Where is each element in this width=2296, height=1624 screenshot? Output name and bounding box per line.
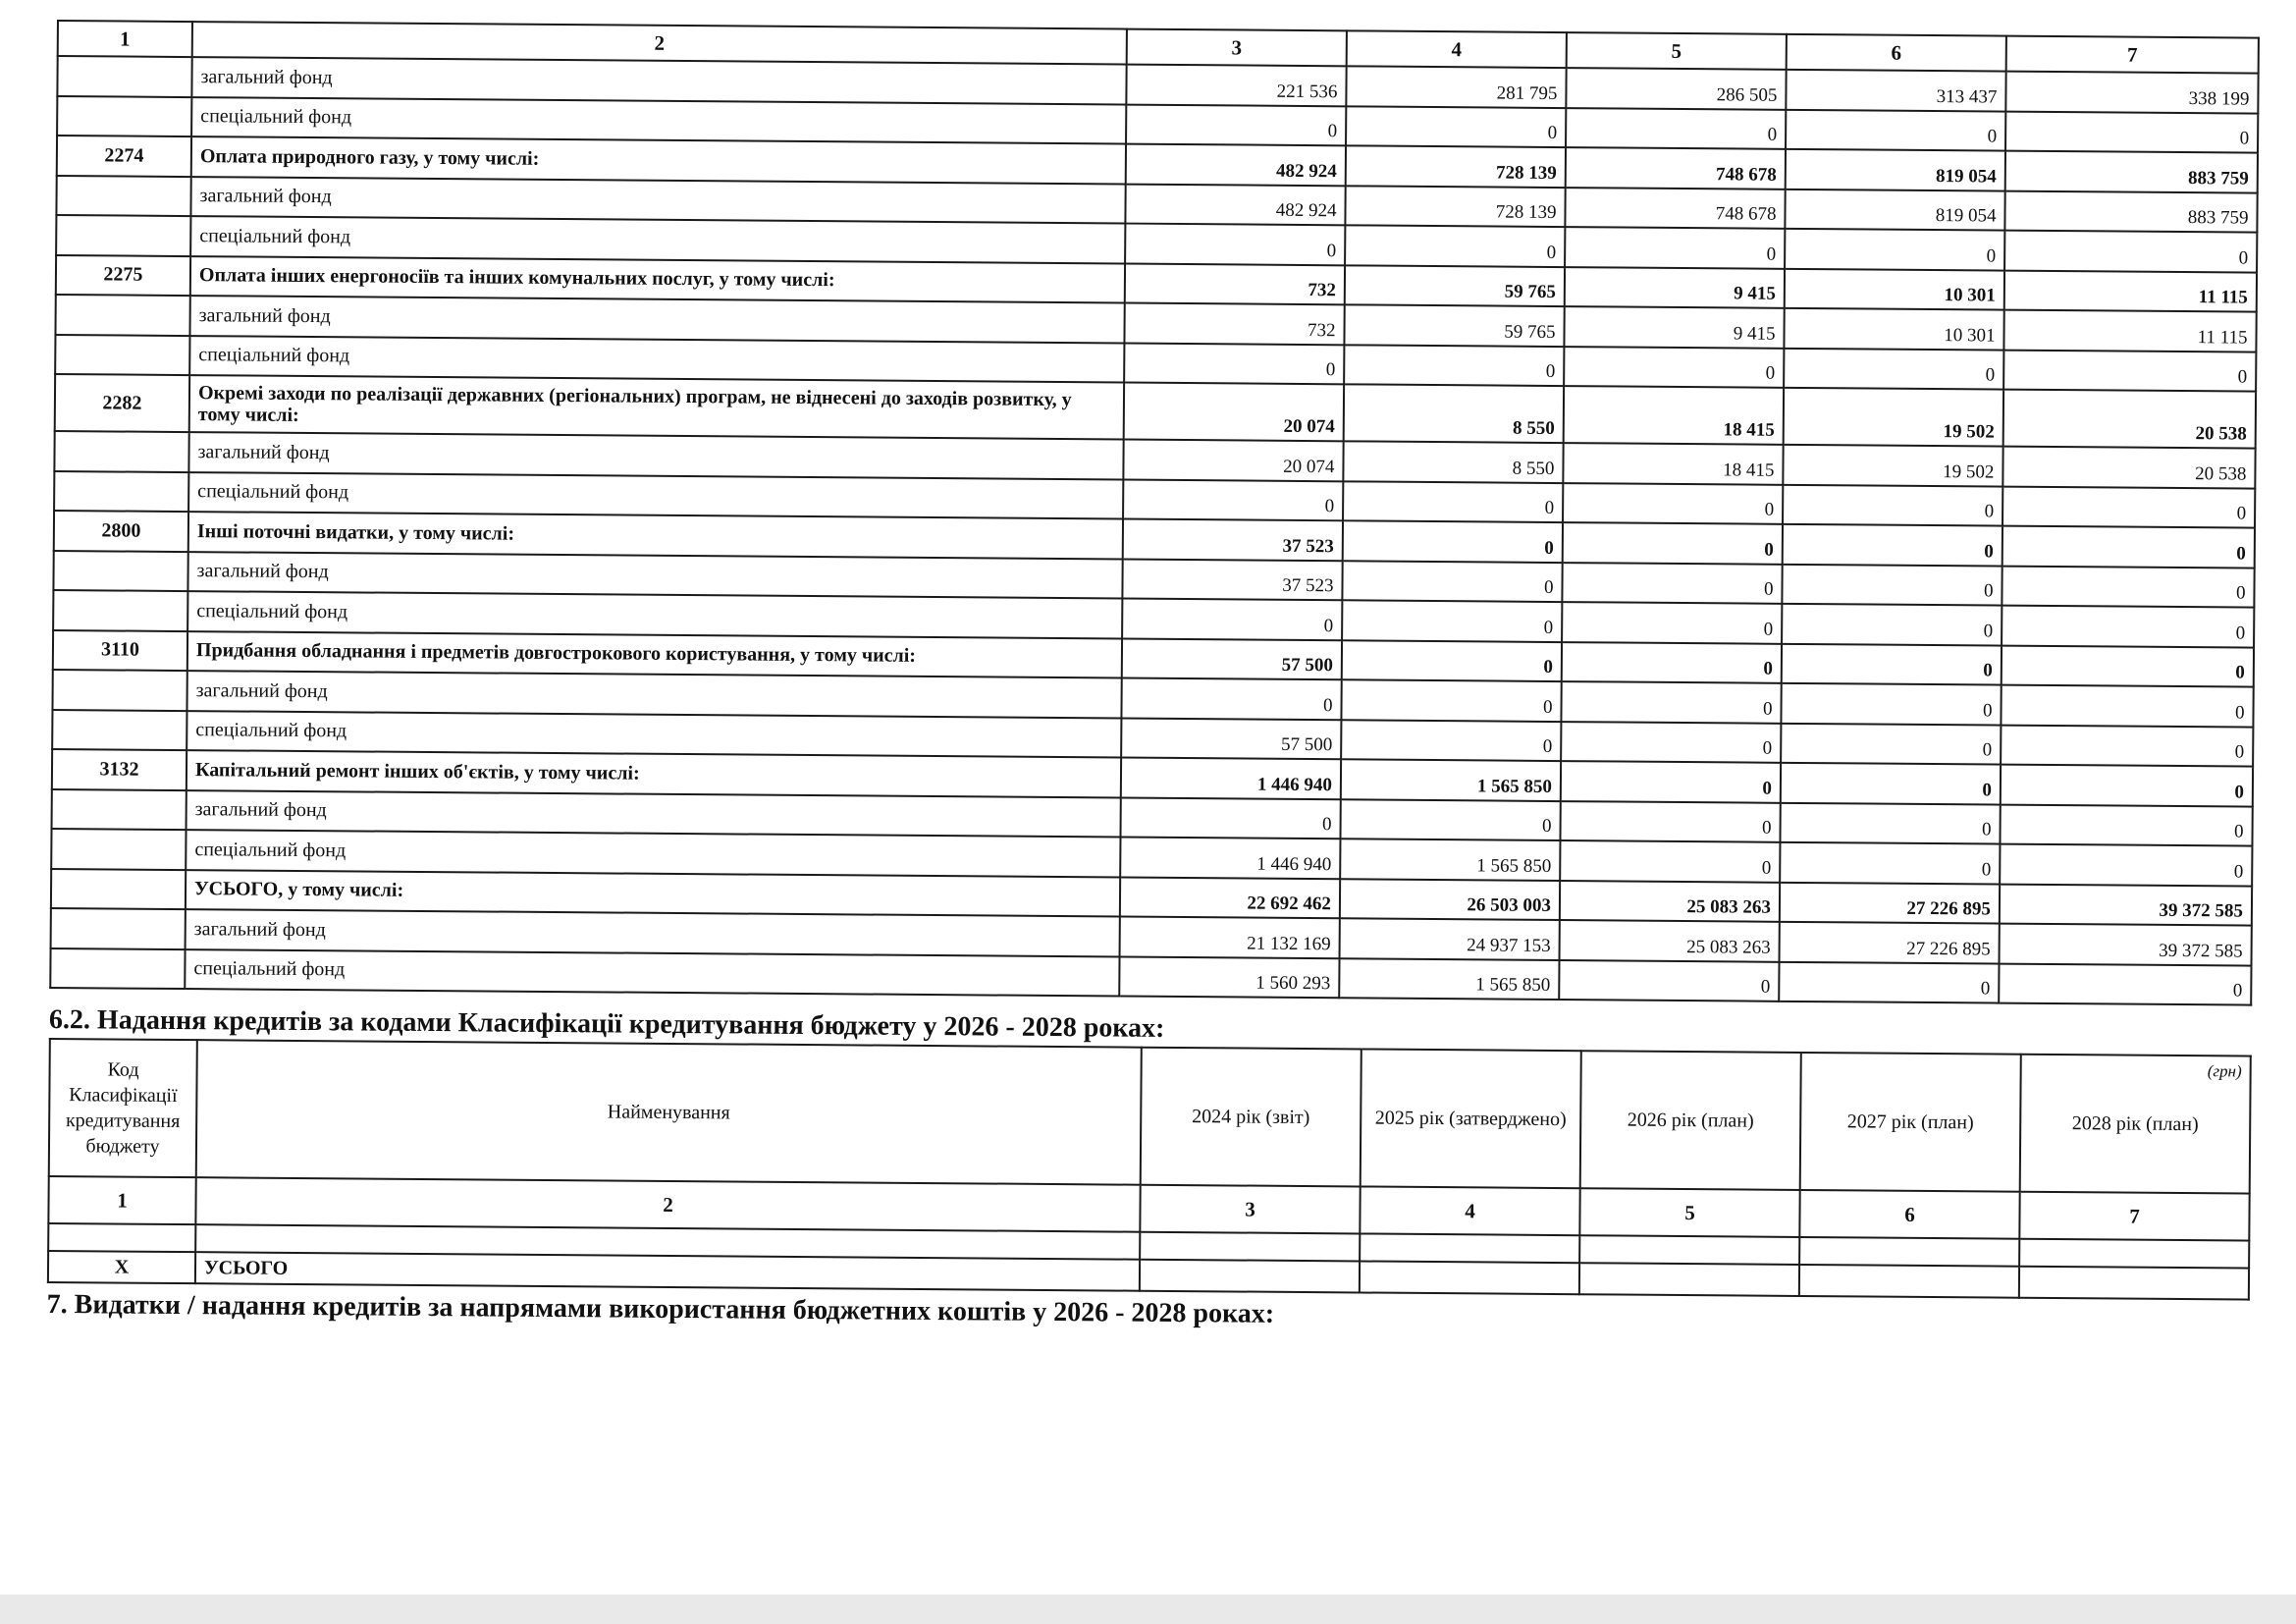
kekv-code-cell [52,788,187,830]
amount-cell-col-3: 482 924 [1125,184,1345,225]
amount-cell-col-6: 0 [1782,564,2002,605]
amount-cell-col-7: 0 [2002,566,2254,608]
item-name-cell: загальний фонд [187,552,1122,599]
amount-cell-col-4: 0 [1344,345,1564,386]
empty-cell [48,1223,195,1252]
amount-cell-col-3: 0 [1120,797,1340,839]
kekv-code-cell: 2274 [57,135,191,177]
kekv-code-cell: 2282 [55,374,189,432]
amount-cell-col-3: 20 074 [1123,440,1343,481]
column-number: 2 [192,22,1127,64]
amount-cell-col-4: 59 765 [1345,265,1565,306]
empty-cell [1140,1260,1360,1293]
amount-cell-col-4: 0 [1345,225,1565,266]
column-number: 3 [1127,29,1347,67]
kekv-code-cell [54,431,188,472]
kekv-code-cell: 2800 [54,511,188,552]
header-2028-label: 2028 рік (план) [2071,1112,2199,1136]
column-number: 4 [1347,30,1567,68]
empty-cell [1140,1232,1360,1262]
amount-cell-col-4: 1 565 850 [1339,958,1559,1000]
kekv-code-cell [53,550,187,591]
kekv-code-cell [55,295,189,336]
amount-cell-col-4: 8 550 [1344,384,1564,443]
amount-cell-col-6: 0 [1786,109,2005,150]
amount-cell-col-4: 0 [1346,106,1566,147]
amount-cell-col-6: 0 [1781,763,2001,804]
amount-cell-col-7: 0 [2002,486,2255,528]
credit-table-header [49,1039,2251,1194]
amount-cell-col-5: 25 083 263 [1560,920,1780,961]
amount-cell-col-3: 37 523 [1122,559,1342,600]
kekv-code-cell: 2275 [56,255,190,297]
kekv-code-cell [54,470,188,512]
header-2027: 2027 рік (план) [1800,1053,2021,1192]
item-name-cell: спеціальний фонд [187,711,1121,758]
item-name-cell: спеціальний фонд [186,830,1120,877]
item-name-cell: загальний фонд [187,671,1121,718]
amount-cell-col-6: 819 054 [1785,189,2004,230]
amount-cell-col-5: 0 [1562,602,1782,643]
amount-cell-col-7: 0 [2000,844,2252,887]
amount-cell-col-6: 0 [1780,802,2000,843]
amount-cell-col-5: 0 [1562,563,1782,604]
amount-cell-col-5: 9 415 [1565,267,1785,308]
amount-cell-col-7: 20 538 [2002,447,2255,489]
amount-cell-col-6: 0 [1783,524,2002,566]
amount-cell-col-6: 0 [1782,643,2002,684]
kekv-code-cell [56,176,190,217]
amount-cell-col-3: 732 [1125,263,1345,304]
amount-cell-col-3: 1 446 940 [1120,838,1340,879]
kekv-code-cell [57,56,191,97]
amount-cell-col-3: 221 536 [1126,65,1346,106]
item-name-cell: загальний фонд [189,296,1124,343]
total-label: УСЬОГО [195,1252,1140,1291]
amount-cell-col-5: 748 678 [1565,188,1785,229]
expenditure-table [49,20,2260,1006]
amount-cell-col-3: 482 924 [1126,144,1346,186]
amount-cell-col-6: 0 [1780,842,2000,884]
kekv-code-cell [57,96,191,137]
header-name: Найменування [196,1040,1142,1185]
amount-cell-col-5: 0 [1563,522,1783,564]
amount-cell-col-3: 21 132 169 [1120,917,1340,958]
header-code: Код Класифікації кредитування бюджету [49,1039,197,1177]
amount-cell-col-7: 0 [2000,804,2252,846]
amount-cell-col-4: 0 [1342,640,1562,681]
amount-cell-col-6: 19 502 [1783,445,2002,486]
empty-cell [2019,1239,2249,1269]
amount-cell-col-5: 0 [1561,761,1781,802]
item-name-cell: спеціальний фонд [191,97,1126,144]
amount-cell-col-5: 748 678 [1566,147,1786,189]
amount-cell-col-4: 0 [1343,520,1563,562]
section-6-2-title: 6.2. Надання кредитів за кодами Класифікації кредитування бюджету у 2026 - 2028 роках: [48,1003,1165,1044]
column-number: 1 [48,1176,195,1224]
item-name-cell: спеціальний фонд [188,472,1123,519]
amount-cell-col-6: 0 [1779,961,1999,1002]
item-name-cell: Окремі заходи по реалізації державних (регіональних) програм, не віднесені до заходів розвитку, у тому числі: [189,375,1124,439]
amount-cell-col-3: 1 446 940 [1121,758,1341,799]
item-name-cell: спеціальний фонд [185,949,1119,997]
amount-cell-col-6: 27 226 895 [1780,922,2000,963]
amount-cell-col-4: 0 [1342,600,1562,641]
item-name-cell: загальний фонд [188,432,1123,479]
amount-cell-col-4: 281 795 [1346,66,1566,107]
item-name-cell: Капітальний ремонт інших об'єктів, у тому числі: [187,750,1121,797]
amount-cell-col-6: 10 301 [1785,268,2004,309]
amount-cell-col-4: 0 [1341,679,1561,721]
amount-cell-col-4: 1 565 850 [1340,839,1560,880]
amount-cell-col-4: 0 [1343,481,1563,522]
amount-cell-col-7: 0 [2002,645,2254,687]
amount-cell-col-4: 59 765 [1344,304,1564,346]
header-2025: 2025 рік (затверджено) [1361,1049,1581,1188]
empty-cell [1360,1261,1579,1294]
amount-cell-col-7: 338 199 [2005,72,2258,114]
amount-cell-col-6: 0 [1782,604,2002,645]
amount-cell-col-7: 883 759 [2004,190,2257,233]
amount-cell-col-7: 39 372 585 [2000,924,2252,966]
amount-cell-col-5: 286 505 [1566,68,1786,109]
amount-cell-col-6: 0 [1785,229,2004,270]
amount-cell-col-5: 0 [1565,227,1785,268]
amount-cell-col-5: 9 415 [1564,306,1784,348]
item-name-cell: спеціальний фонд [190,216,1125,263]
amount-cell-col-4: 1 565 850 [1341,759,1561,800]
amount-cell-col-4: 26 503 003 [1340,879,1560,920]
amount-cell-col-6: 27 226 895 [1780,882,2000,923]
item-name-cell: УСЬОГО, у тому числі: [186,870,1120,917]
column-number: 7 [2019,1192,2249,1241]
item-name-cell: загальний фонд [191,57,1126,104]
section-7-title: 7. Видатки / надання кредитів за напрямами використання бюджетних коштів у 2026 - 2028 роках: [46,1288,1275,1329]
document-sheet [47,20,2258,1340]
header-2024: 2024 рік (звіт) [1141,1048,1362,1187]
column-number: 1 [58,21,192,57]
amount-cell-col-4: 0 [1342,561,1562,602]
amount-cell-col-7: 0 [1999,963,2251,1005]
amount-cell-col-5: 0 [1559,960,1779,1001]
amount-cell-col-3: 0 [1123,479,1343,520]
item-name-cell: Придбання обладнання і предметів довгострокового користування, у тому числі: [187,631,1122,678]
column-number: 5 [1579,1188,1799,1237]
empty-cell [1799,1265,2019,1298]
amount-cell-col-5: 0 [1560,801,1780,842]
empty-cell [1360,1233,1579,1263]
column-number: 6 [1787,34,2006,72]
item-name-cell: Інші поточні видатки, у тому числі: [188,512,1123,559]
header-2028 [2020,1055,2251,1194]
kekv-code-cell [53,590,187,631]
item-name-cell: спеціальний фонд [189,336,1124,383]
kekv-code-cell [56,215,190,256]
kekv-code-cell [51,908,186,949]
column-number: 2 [195,1177,1140,1232]
column-number: 5 [1567,32,1787,70]
amount-cell-col-4: 728 139 [1346,145,1566,187]
kekv-code-cell: 3110 [53,629,187,671]
amount-cell-col-6: 313 437 [1786,70,2005,111]
amount-cell-col-7: 0 [2001,725,2253,767]
amount-cell-col-3: 732 [1124,303,1344,345]
amount-cell-col-5: 0 [1561,722,1781,763]
amount-cell-col-3: 0 [1126,104,1346,145]
amount-cell-col-3: 57 500 [1121,718,1341,759]
kekv-code-cell [51,868,186,909]
empty-cell [1579,1263,1799,1296]
item-name-cell: загальний фонд [187,790,1121,838]
column-number: 3 [1140,1185,1360,1234]
amount-cell-col-7: 0 [2001,685,2253,728]
amount-cell-col-6: 0 [1783,484,2002,525]
amount-cell-col-7: 0 [2002,526,2255,568]
kekv-code-cell [51,829,186,870]
amount-cell-col-4: 728 139 [1345,186,1565,227]
amount-cell-col-7: 11 115 [2004,270,2257,312]
item-name-cell: Оплата природного газу, у тому числі: [191,136,1126,184]
amount-cell-col-7: 39 372 585 [2000,884,2252,926]
amount-cell-col-3: 37 523 [1123,519,1343,561]
amount-cell-col-6: 0 [1781,723,2001,764]
kekv-code-cell [55,334,189,375]
amount-cell-col-6: 0 [1784,348,2003,389]
amount-cell-col-7: 0 [2004,231,2257,273]
amount-cell-col-5: 25 083 263 [1560,881,1780,922]
amount-cell-col-6: 0 [1781,683,2001,725]
amount-cell-col-3: 0 [1124,343,1344,384]
amount-cell-col-5: 0 [1563,483,1783,524]
item-name-cell: загальний фонд [186,909,1120,956]
amount-cell-col-7: 0 [2003,350,2256,392]
empty-cell [2019,1267,2249,1300]
amount-cell-col-7: 11 115 [2003,310,2256,352]
amount-cell-col-3: 22 692 462 [1120,877,1340,918]
header-2026: 2026 рік (план) [1580,1051,1801,1190]
scan-bottom-edge [0,1595,2296,1624]
item-name-cell: загальний фонд [190,177,1125,224]
column-number: 6 [1799,1190,2019,1239]
kekv-code-cell: 3132 [52,749,187,790]
amount-cell-col-3: 0 [1125,224,1345,265]
amount-cell-col-5: 0 [1560,840,1780,882]
amount-cell-col-5: 0 [1561,681,1781,723]
column-number: 4 [1360,1186,1579,1235]
empty-cell [1799,1237,2019,1267]
amount-cell-col-3: 57 500 [1122,638,1342,679]
amount-cell-col-3: 1 560 293 [1119,956,1339,998]
item-name-cell: Оплата інших енергоносіїв та інших комунальних послуг, у тому числі: [190,256,1125,303]
amount-cell-col-7: 20 538 [2003,390,2256,449]
empty-cell [1579,1235,1799,1265]
amount-cell-col-6: 819 054 [1786,149,2005,190]
kekv-code-cell [52,709,187,750]
total-code: X [48,1251,195,1283]
amount-cell-col-7: 0 [2005,111,2258,153]
amount-cell-col-3: 0 [1122,599,1342,640]
kekv-code-cell [50,947,185,989]
amount-cell-col-4: 8 550 [1343,441,1563,482]
amount-cell-col-3: 20 074 [1124,383,1344,442]
amount-cell-col-7: 883 759 [2005,151,2258,193]
amount-cell-col-6: 19 502 [1784,388,2003,447]
amount-cell-col-4: 24 937 153 [1340,918,1560,959]
amount-cell-col-4: 0 [1340,799,1560,840]
column-number: 7 [2006,36,2259,74]
amount-cell-col-7: 0 [2001,765,2253,807]
amount-cell-col-5: 18 415 [1564,386,1784,445]
amount-cell-col-6: 10 301 [1784,308,2003,350]
amount-cell-col-5: 18 415 [1563,443,1783,484]
amount-cell-col-3: 0 [1121,678,1341,720]
amount-cell-col-5: 0 [1562,642,1782,683]
unit-note: (грн) [2207,1061,2242,1081]
credit-table [47,1038,2252,1301]
amount-cell-col-4: 0 [1341,720,1561,761]
amount-cell-col-5: 0 [1564,347,1784,388]
kekv-code-cell [52,670,187,711]
item-name-cell: спеціальний фонд [187,591,1122,638]
amount-cell-col-7: 0 [2002,606,2254,648]
amount-cell-col-5: 0 [1566,108,1786,149]
